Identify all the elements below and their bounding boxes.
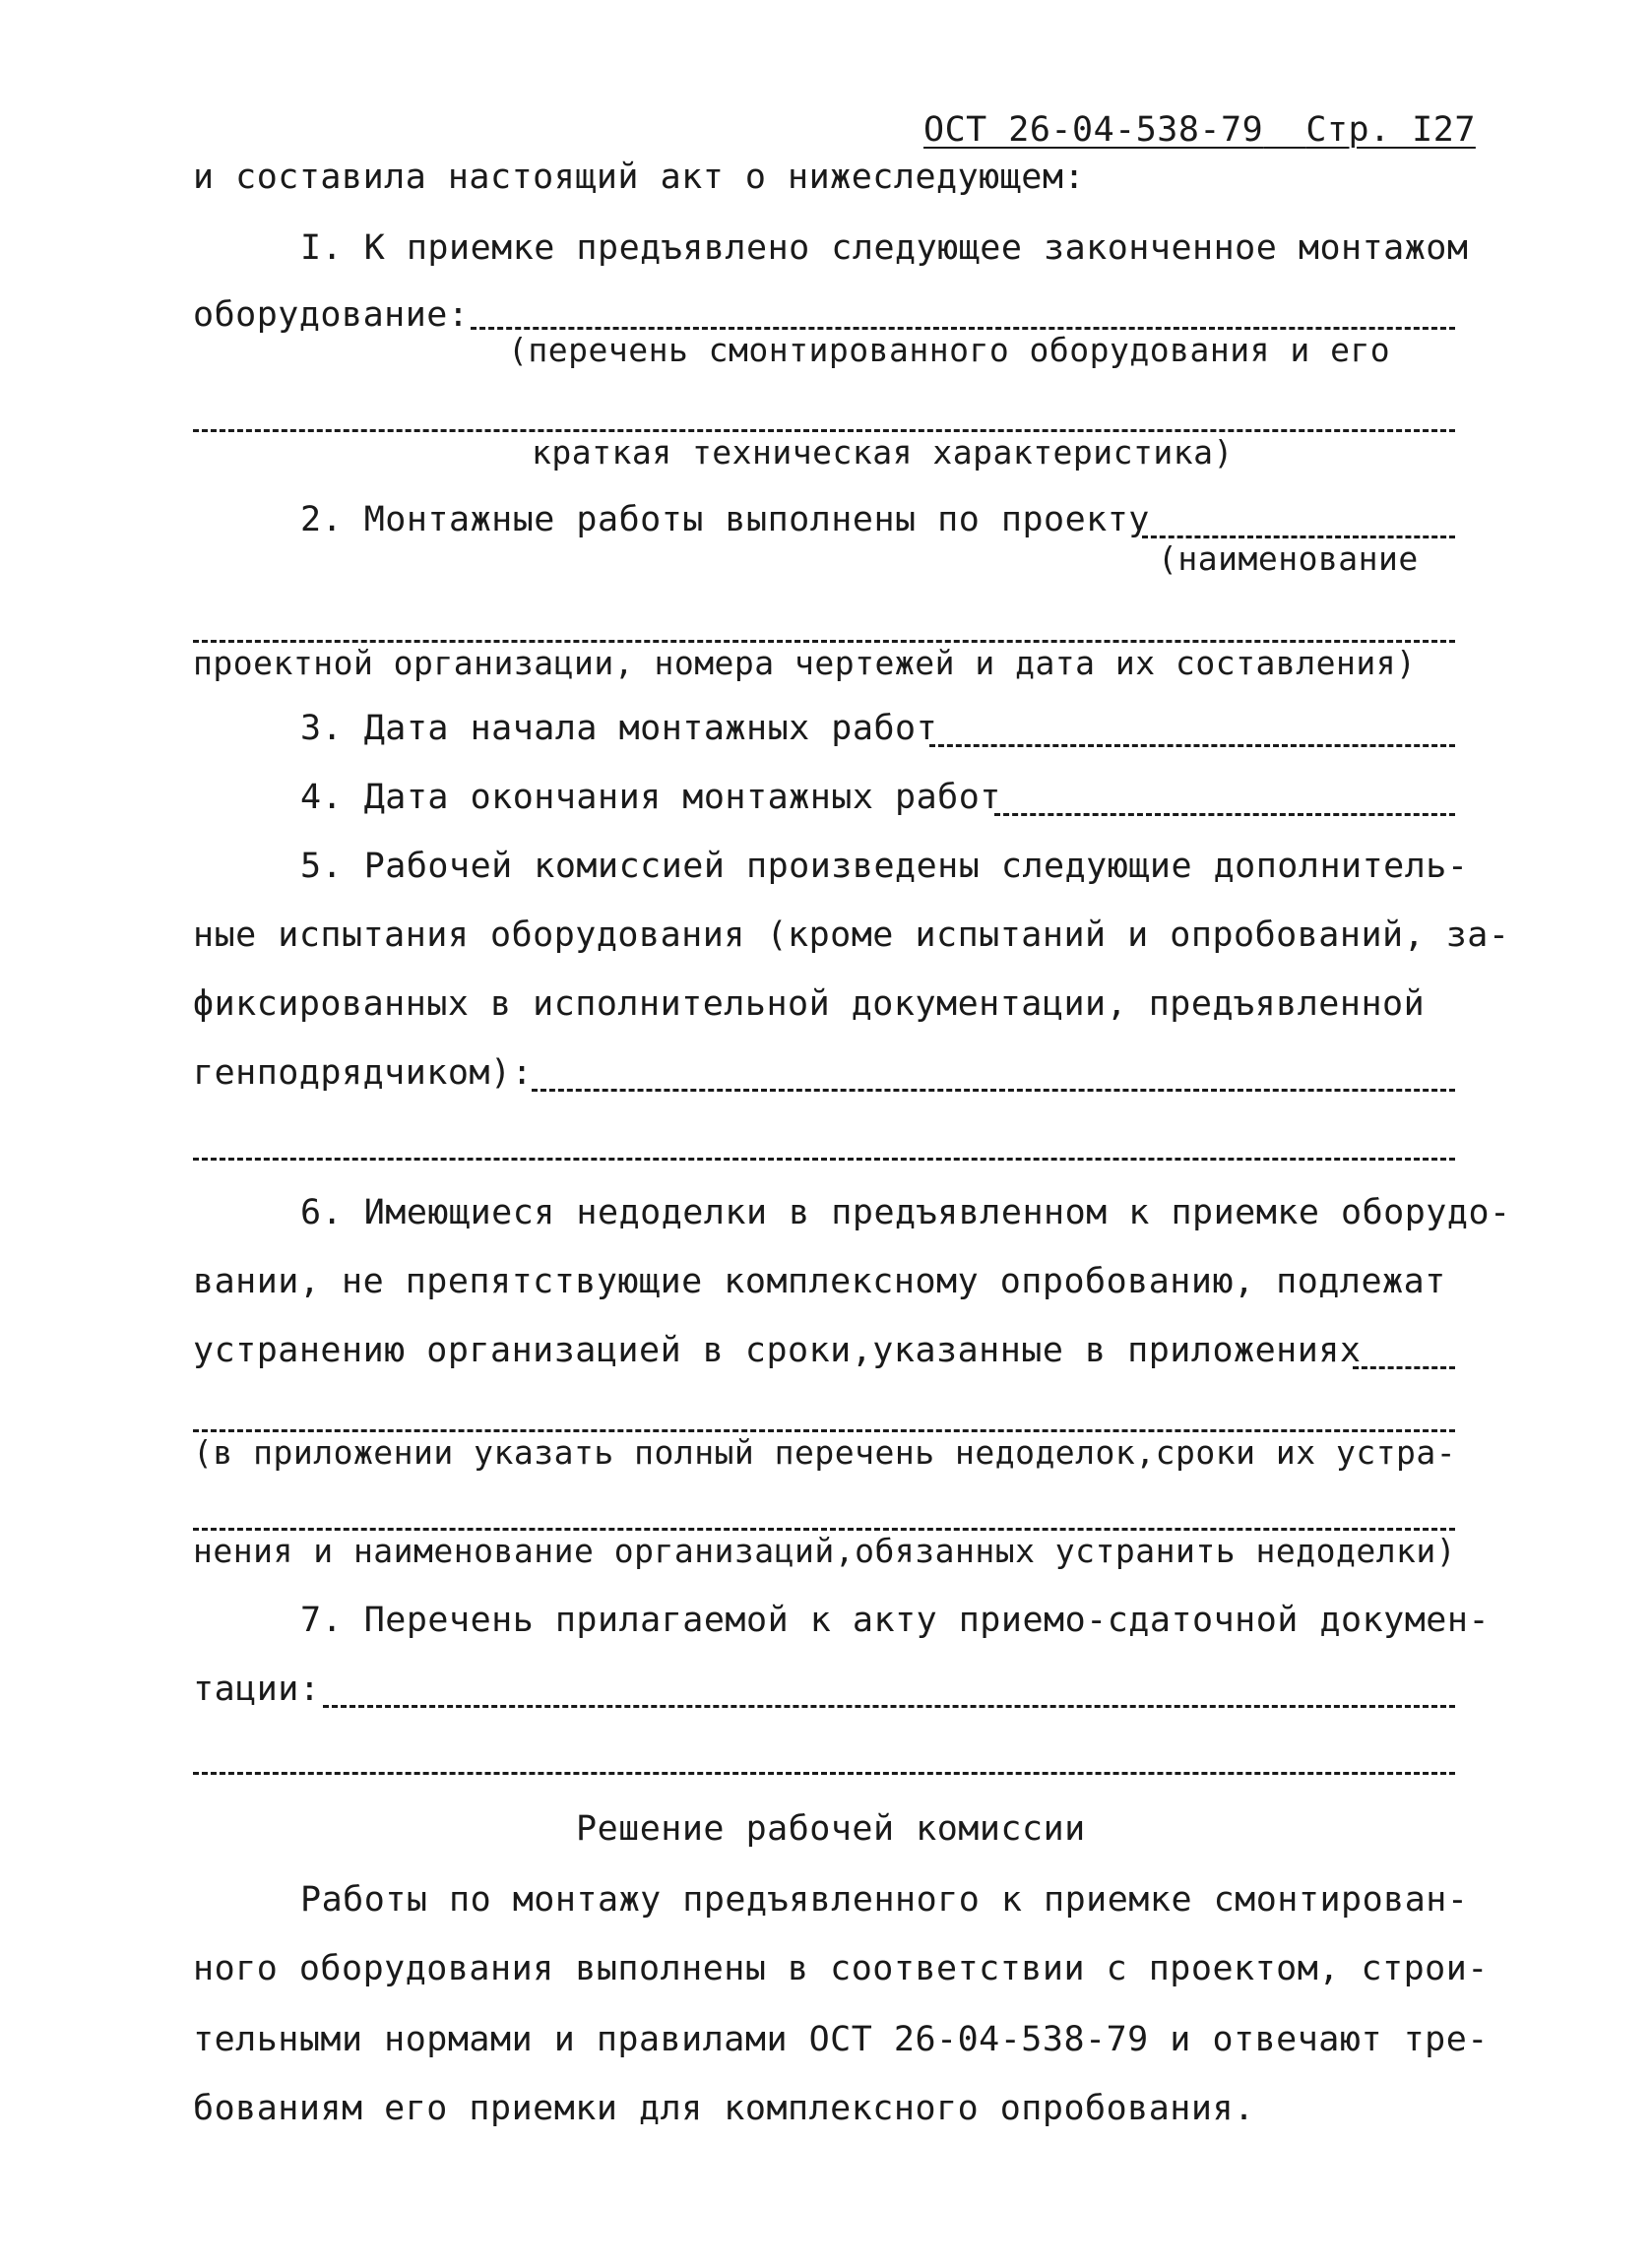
- item-6-line-1: 6. Имеющиеся недоделки в предъявленном к приемке оборудо-: [300, 1193, 1511, 1232]
- page-number: Стр. I27: [1305, 110, 1476, 150]
- item-5-line-1: 5. Рабочей комиссией произведены следующие дополнитель-: [300, 847, 1469, 886]
- item-3-line: 3. Дата начала монтажных работ: [300, 709, 938, 748]
- item-3-blank: [929, 744, 1455, 747]
- item-2-line: 2. Монтажные работы выполнены по проекту: [300, 500, 1150, 539]
- item-5-line-4: генподрядчиком):: [193, 1053, 534, 1093]
- item-1-caption-1: (перечень смонтированного оборудования и его: [508, 331, 1391, 369]
- decision-line-1: Работы по монтажу предъявленного к приемке смонтирован-: [300, 1880, 1469, 1920]
- item-7-line-1: 7. Перечень прилагаемой к акту приемо-сдаточной докумен-: [300, 1601, 1491, 1640]
- item-1-caption-2: краткая техническая характеристика): [532, 433, 1234, 472]
- page-header: [923, 108, 1476, 152]
- item-6-line-2: вании, не препятствующие комплексному опробованию, подлежат: [193, 1262, 1446, 1301]
- item-7-label: тации:: [193, 1670, 321, 1709]
- item-2-caption-1: (наименование: [1158, 539, 1419, 578]
- item-6-caption-2: нения и наименование организаций,обязанных устранить недоделки): [193, 1532, 1457, 1570]
- item-1-label: оборудование:: [193, 295, 470, 335]
- item-5-blank-2: [193, 1158, 1455, 1161]
- decision-line-4: бованиям его приемки для комплексного опробования.: [193, 2089, 1255, 2128]
- item-5-line-2: ные испытания оборудования (кроме испытаний и опробований, за-: [193, 915, 1510, 955]
- item-5-blank: [532, 1089, 1455, 1092]
- doc-code: ОСТ 26-04-538-79: [923, 110, 1264, 150]
- item-6-blank: [1353, 1366, 1455, 1369]
- decision-heading: Решение рабочей комиссии: [576, 1809, 1086, 1849]
- item-1-line: I. К приемке предъявлено следующее законченное монтажом: [300, 228, 1469, 268]
- item-4-blank: [994, 813, 1455, 816]
- item-4-line: 4. Дата окончания монтажных работ: [300, 778, 1001, 817]
- item-5-line-3: фиксированных в исполнительной документации, предъявленной: [193, 984, 1426, 1024]
- intro-line: и составила настоящий акт о нижеследующем:: [193, 158, 1086, 197]
- decision-line-3: тельными нормами и правилами ОСТ 26-04-538-79 и отвечают тре-: [193, 2020, 1489, 2059]
- item-2-caption-2: проектной организации, номера чертежей и дата их составления): [193, 644, 1417, 682]
- item-6-caption-1: (в приложении указать полный перечень недоделок,сроки их устра-: [193, 1433, 1457, 1472]
- item-7-blank-2: [193, 1772, 1455, 1775]
- item-7-blank: [323, 1705, 1455, 1708]
- decision-line-2: ного оборудования выполнены в соответствии с проектом, строи-: [193, 1949, 1489, 1988]
- item-6-line-3: устранению организацией в сроки,указанные в приложениях: [193, 1331, 1362, 1370]
